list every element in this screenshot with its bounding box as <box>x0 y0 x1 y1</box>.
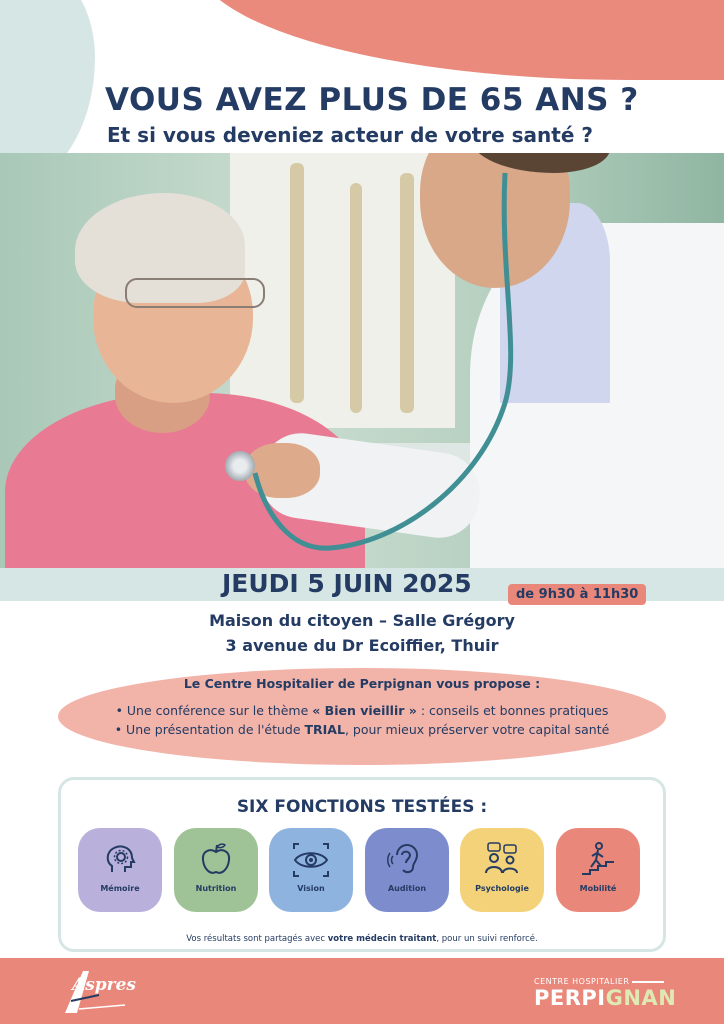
people-talking-icon <box>482 840 522 880</box>
functions-title: SIX FONCTIONS TESTÉES : <box>236 797 488 817</box>
eye-icon <box>291 840 331 880</box>
stairs-person-icon <box>578 840 618 880</box>
stethoscope-tube <box>0 153 724 568</box>
function-label: Mobilité <box>579 884 617 893</box>
function-label: Psychologie <box>475 884 529 893</box>
function-tile-vision <box>269 828 353 912</box>
chp-logo-big: PERPIGNAN <box>534 986 677 1010</box>
chp-logo <box>534 977 677 1010</box>
proposal-title: Le Centre Hospitalier de Perpignan vous propose : <box>183 676 541 691</box>
apple-icon <box>196 840 236 880</box>
aspres-logo-text: Aspres <box>72 975 136 995</box>
decor-blob-top-right <box>195 0 724 80</box>
proposal-item-conference: • Une conférence sur le thème « Bien vieillir » : conseils et bonnes pratiques <box>115 703 609 718</box>
function-label: Vision <box>297 884 325 893</box>
hero-photo-doctor-patient <box>0 153 724 568</box>
proposal-item-trial: • Une présentation de l'étude TRIAL, pour mieux préserver votre capital santé <box>114 722 610 737</box>
function-tile-psychologie <box>460 828 544 912</box>
brain-gear-icon <box>100 840 140 880</box>
ear-icon <box>387 840 427 880</box>
chp-logo-small: CENTRE HOSPITALIER <box>534 977 664 986</box>
event-date: JEUDI 5 JUIN 2025 <box>222 569 472 598</box>
function-tile-memoire <box>78 828 162 912</box>
page-subtitle: Et si vous deveniez acteur de votre santé ? <box>107 123 593 147</box>
stethoscope-head <box>225 451 255 481</box>
function-label: Audition <box>387 884 427 893</box>
function-tile-mobilite <box>556 828 640 912</box>
venue-name: Maison du citoyen – Salle Grégory <box>209 611 515 630</box>
results-note: Vos résultats sont partagés avec votre médecin traitant, pour un suivi renforcé. <box>186 934 538 944</box>
function-tile-nutrition <box>174 828 258 912</box>
venue-address: 3 avenue du Dr Ecoiffier, Thuir <box>225 636 499 655</box>
event-time-badge: de 9h30 à 11h30 <box>508 584 646 605</box>
page-title: VOUS AVEZ PLUS DE 65 ANS ? <box>105 82 639 118</box>
function-tile-audition <box>365 828 449 912</box>
function-label: Mémoire <box>100 884 140 893</box>
function-label: Nutrition <box>195 884 237 893</box>
